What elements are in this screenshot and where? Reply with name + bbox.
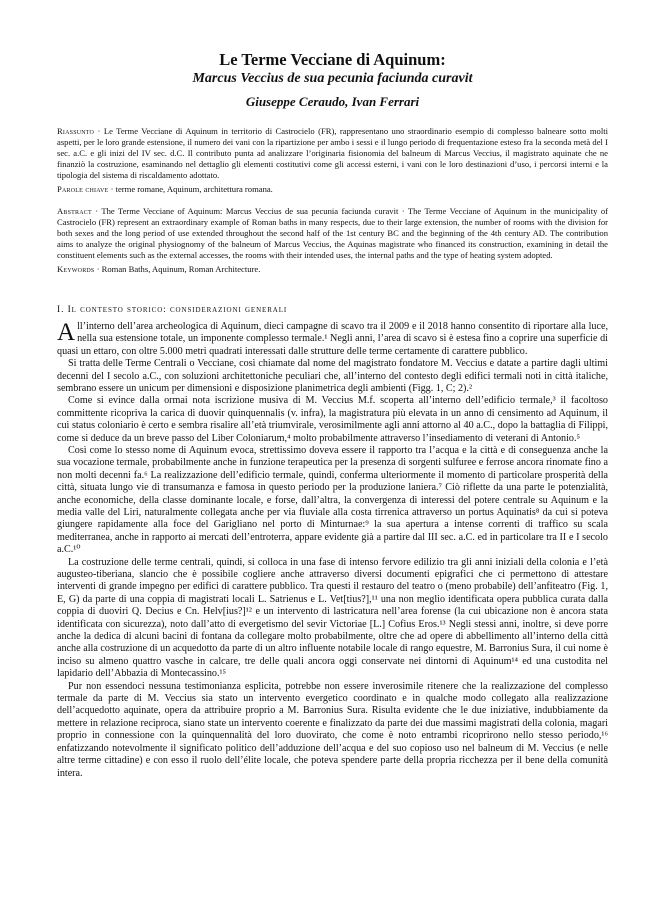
keywords-block — [57, 264, 608, 275]
article-page — [57, 50, 608, 780]
abstract-block — [57, 206, 608, 261]
body-paragraph-3: Come si evince dalla ormai nota iscrizione musiva di M. Veccius M.f. scoperta all’interno dell’edificio termale,³ il facoltoso committente ricopriva la carica di duovir quinquennalis (v. infra), la magistratura più elevata in un anno di censimento ad Aquinum, il cui status coloniario è certo e sembra risalire all’età triumvirale, verosimilmente agli anni attorno al 40 a.C., dopo la battaglia di Filippi, come si deduce da un breve passo del Liber Coloniarum,⁴ molto probabilmente attraverso l’insediamento di veterani di Antonio.⁵ — [57, 395, 608, 444]
body-paragraph-2: Si tratta delle Terme Centrali o Vecciane, così chiamate dal nome del magistrato fondatore M. Veccius e datate a partire dagli ultimi decenni del I secolo a.C., con soluzioni architettoniche peculiari che, all’interno del contesto degli edifici termali noti in città italiche, sembrano essere un unicum per dimensioni e disposizione planimetrica degli ambienti (Figg. 1, C; 2).² — [57, 358, 608, 394]
body-paragraph-4: Così come lo stesso nome di Aquinum evoca, strettissimo doveva essere il rapporto tra l’acqua e la città e di conseguenza anche la sua vocazione termale, probabilmente anche in funzione terapeutica per la presenza di sorgenti sulfuree e ferrose ancora rinomate fino a non molti decenni fa.⁶ La realizzazione dell’edificio termale, quindi, conferma ulteriormente il momento di particolare prosperità della città, situata lungo vie di transumanza e famosa in questo periodo per la produzione laniera.⁷ Ciò riflette da una parte le potenzialità, anche economiche, della classe dominante locale, e forse, dall’altra, la convergenza di interessi del potere centrale su Aquinum e la media valle del Liri, naturalmente collegata anche per via fluviale alla costa tirrenica attraverso un portus Aquinatis⁸ da cui si poteva giungere rapidamente alla foce del Garigliano nel porto di Minturnae:⁹ la sua apertura a intense correnti di traffico su scala mediterranea, anche in rapporto ai mercati dell’entroterra, appare evidente già a partire dal III sec. a.C. ed in particolare tra II e I secolo a.C.¹⁰ — [57, 444, 608, 556]
keywords-text: · Roman Baths, Aquinum, Roman Architecture. — [94, 263, 261, 274]
article-subtitle: Marcus Veccius de sua pecunia faciunda curavit — [192, 71, 473, 86]
article-authors: Giuseppe Ceraudo, Ivan Ferrari — [245, 94, 420, 109]
parole-chiave-text: · terme romane, Aquinum, architettura romana. — [108, 183, 273, 194]
keywords-label: Keywords — [57, 263, 95, 274]
riassunto-text: · Le Terme Vecciane di Aquinum in territorio di Castrocielo (FR), rappresentano uno straordinario esempio di complesso balneare sotto molti aspetti, per le loro grande estensione, il numero dei vani con la ripartizione per ambo i sessi e il lungo periodo di frequentazione esteso fra la seconda metà del I sec. a.C. e gli inizi del IV sec. d.C. Il contributo punta ad analizzare l’originaria fisionomia del balneum di Marcus Veccius, il magistrato aquinate che ne finanziò la costruzione, esaminando nel dettaglio gli elementi costitutivi come gli accessi esterni, i vani con le loro destinazioni d’uso, i percorsi interni e la tipologia del sistema di riscaldamento adottato. — [57, 126, 608, 180]
riassunto-block — [57, 126, 608, 181]
body-paragraph-6: Pur non essendoci nessuna testimonianza esplicita, potrebbe non essere inverosimile ritenere che la realizzazione del complesso termale da parte di M. Veccius sia stato un intervento evergetico coordinato e in qualche modo collegato alla realizzazione dell’acquedotto aquinate, opera da attribuire proprio a M. Barronius Sura. Risulta evidente che le due iniziative, indubbiamente da mettere in relazione reciproca, siano state un intervento coerente e finalizzato da parte dei due massimi magistrati della colonia, magari proprio in connessione con la quinquennalità del loro duovirato, che come è noto entrambi ricoprirono nello stesso periodo,¹⁶ enfatizzando notevolmente il significato politico dell’adduzione dell’acqua e del suo copioso uso nel balneum di M. Veccius (e nelle altre terme cittadine) e con esso il ruolo dell’élite locale, che poteva spendere parte della propria ricchezza per il bene della comunità intera. — [57, 680, 608, 779]
body-paragraph-1: All’interno dell’area archeologica di Aquinum, dieci campagne di scavo tra il 2009 e il 2018 hanno consentito di riportare alla luce, nella sua estensione totale, un imponente complesso termale.¹ Negli anni, l’area di scavo si è estesa fino a coprire una superficie di quasi un ettaro, con oltre 5.000 metri quadrati interessati dalle strutture delle terme certamente di carattere pubblico. — [57, 318, 608, 357]
abstract-label: Abstract — [57, 206, 92, 217]
drop-cap: A — [57, 318, 76, 346]
riassunto-label: Riassunto — [57, 126, 95, 136]
article-body — [57, 318, 608, 780]
parole-chiave-block — [57, 184, 608, 195]
article-title: Le Terme Vecciane di Aquinum: — [219, 50, 446, 69]
parole-chiave-label: Parole chiave — [57, 183, 109, 194]
abstract-text: · The Terme Vecciane of Aquinum: Marcus Veccius de sua pecunia faciunda curavit · The Terme Vecciane of Aquinum in the municipality of Castrocielo (FR) represent an extraordinary example of Roman baths in many respects, due to their large extension, the number of rooms with the division for both sexes and the long period of use extended throughout the second half of the 1st century BC and the beginning of the 4th century AD. The contribution aims to analyze the original physiognomy of the balneum of Marcus Veccius, the Aquinas magistrate who financed its construction, examining in detail the constituent elements such as the external accesses, the rooms with their intended uses, the internal paths and the type of heating system adopted. — [57, 206, 608, 261]
body-paragraph-5: La costruzione delle terme centrali, quindi, si colloca in una fase di intenso fervore edilizio tra gli anni iniziali della colonia e l’età augusteo-tiberiana, slancio che è possibile cogliere anche attraverso diversi documenti epigrafici che ci permettono di attestare interventi di grande impegno per edifici di carattere pubblico. Tra questi il restauro del teatro o (meno probabile) dell’anfiteatro (Fig. 1, E, G) da parte di una coppia di magistrati locali L. Satrienus e L. Vet[tius?],¹¹ una non meglio identificata opera pubblica curata dalla coppia di duoviri Q. Decius e Cn. Helv[ius?]¹² e un intervento di lastricatura nell’area forense (la cui ubicazione non è ancora stata identificata con sicurezza), noto dall’atto di evergetismo del sevir Victoriae [L.] Cofius Eros.¹³ Negli stessi anni, inoltre, si deve porre anche la dedica di alcuni bacini di fontana da collegare molto probabilmente, oltre che ad opere di abbellimento all’interno della città anche alla costruzione di un acquedotto da parte di un altro influente notabile locale di rango equestre, M. Barronius Sura, il cui nome è inciso su almeno quattro vasche in calcare, tre delle quali ancora oggi conservate nei dintorni di Aquinum¹⁴ ed una custodita nel lapidario dell’Abbazia di Montecassino.¹⁵ — [57, 556, 608, 680]
section-heading: I. Il contesto storico: considerazioni generali — [57, 304, 288, 315]
